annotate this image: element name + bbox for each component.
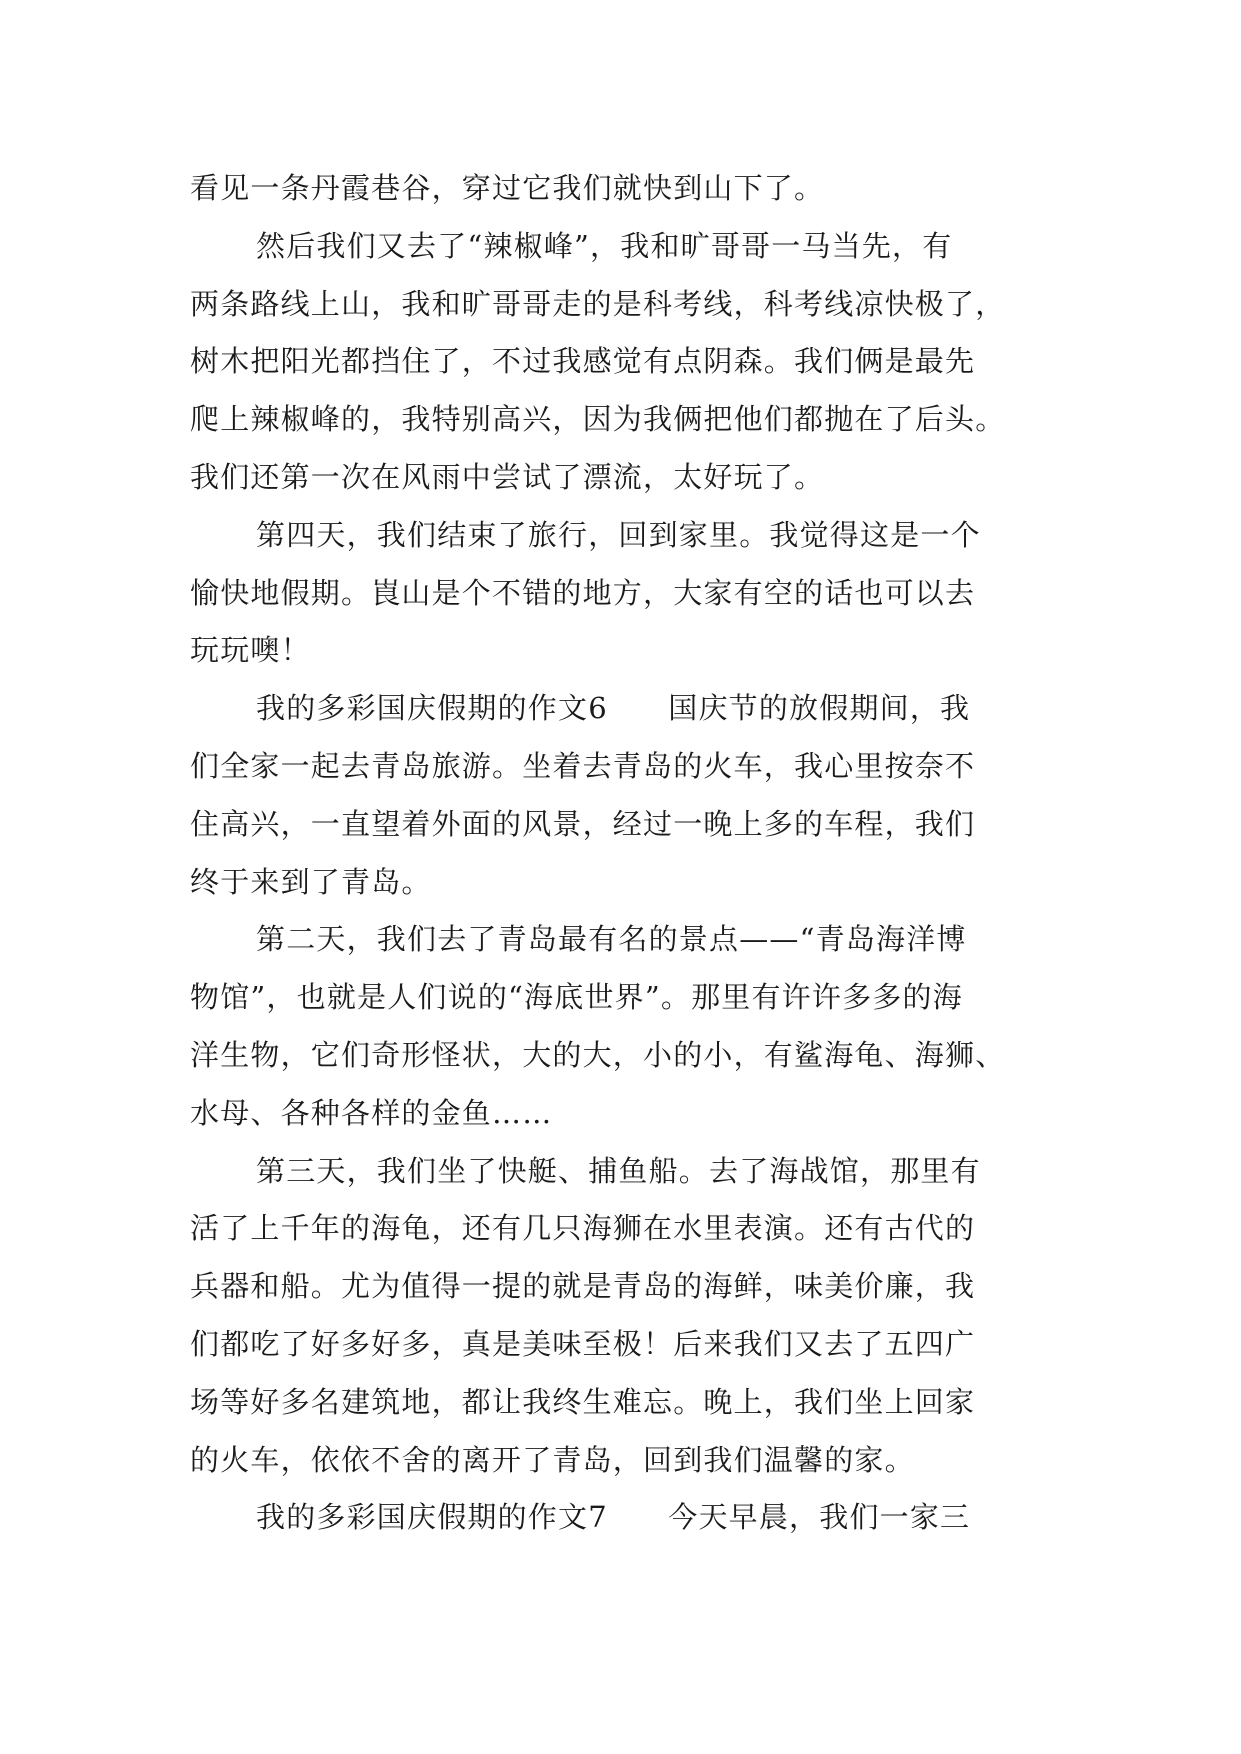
- text-line: 两条路线上山，我和旷哥哥走的是科考线，科考线凉快极了，: [190, 286, 1006, 321]
- text-line: 住高兴，一直望着外面的风景，经过一晚上多的车程，我们: [190, 806, 976, 841]
- paragraph-first-line: 我的多彩国庆假期的作文7 今天早晨，我们一家三: [256, 1500, 971, 1535]
- text-line: 的火车，依依不舍的离开了青岛，回到我们温馨的家。: [190, 1442, 915, 1477]
- text-line: 玩玩噢！: [190, 633, 311, 668]
- text-line: 场等好多名建筑地，都让我终生难忘。晚上，我们坐上回家: [190, 1384, 976, 1419]
- text-line: 终于来到了青岛。: [190, 864, 432, 899]
- text-line: 看见一条丹霞巷谷，穿过它我们就快到山下了。: [190, 171, 825, 205]
- body-text: [190, 160, 1050, 1547]
- text-line: 活了上千年的海龟，还有几只海狮在水里表演。还有古代的: [190, 1211, 976, 1246]
- text-line: 爬上辣椒峰的，我特别高兴，因为我俩把他们都抛在了后头。: [190, 402, 1006, 437]
- paragraph-first-line: 第二天，我们去了青岛最有名的景点——“青岛海洋博: [256, 922, 967, 957]
- text-line: 们全家一起去青岛旅游。坐着去青岛的火车，我心里按奈不: [190, 748, 976, 783]
- text-line: 水母、各种各样的金鱼……: [190, 1095, 553, 1130]
- paragraph-first-line: 然后我们又去了“辣椒峰”，我和旷哥哥一马当先，有: [256, 228, 953, 263]
- text-line: 我们还第一次在风雨中尝试了漂流，太好玩了。: [190, 459, 825, 494]
- paragraph-first-line: 我的多彩国庆假期的作文6 国庆节的放假期间，我: [256, 691, 971, 726]
- paragraph-first-line: 第三天，我们坐了快艇、捕鱼船。去了海战馆，那里有: [256, 1153, 981, 1188]
- text-line: 兵器和船。尤为值得一提的就是青岛的海鲜，味美价廉，我: [190, 1269, 976, 1304]
- text-line: 树木把阳光都挡住了，不过我感觉有点阴森。我们俩是最先: [190, 344, 976, 379]
- paragraph-first-line: 第四天，我们结束了旅行，回到家里。我觉得这是一个: [256, 517, 981, 552]
- text-line: 物馆”，也就是人们说的“海底世界”。那里有许许多多的海: [190, 980, 963, 1015]
- text-line: 们都吃了好多好多，真是美味至极！后来我们又去了五四广: [190, 1326, 976, 1361]
- text-line: 愉快地假期。崀山是个不错的地方，大家有空的话也可以去: [190, 575, 976, 610]
- text-line: 洋生物，它们奇形怪状，大的大，小的小，有鲨海龟、海狮、: [190, 1037, 1006, 1072]
